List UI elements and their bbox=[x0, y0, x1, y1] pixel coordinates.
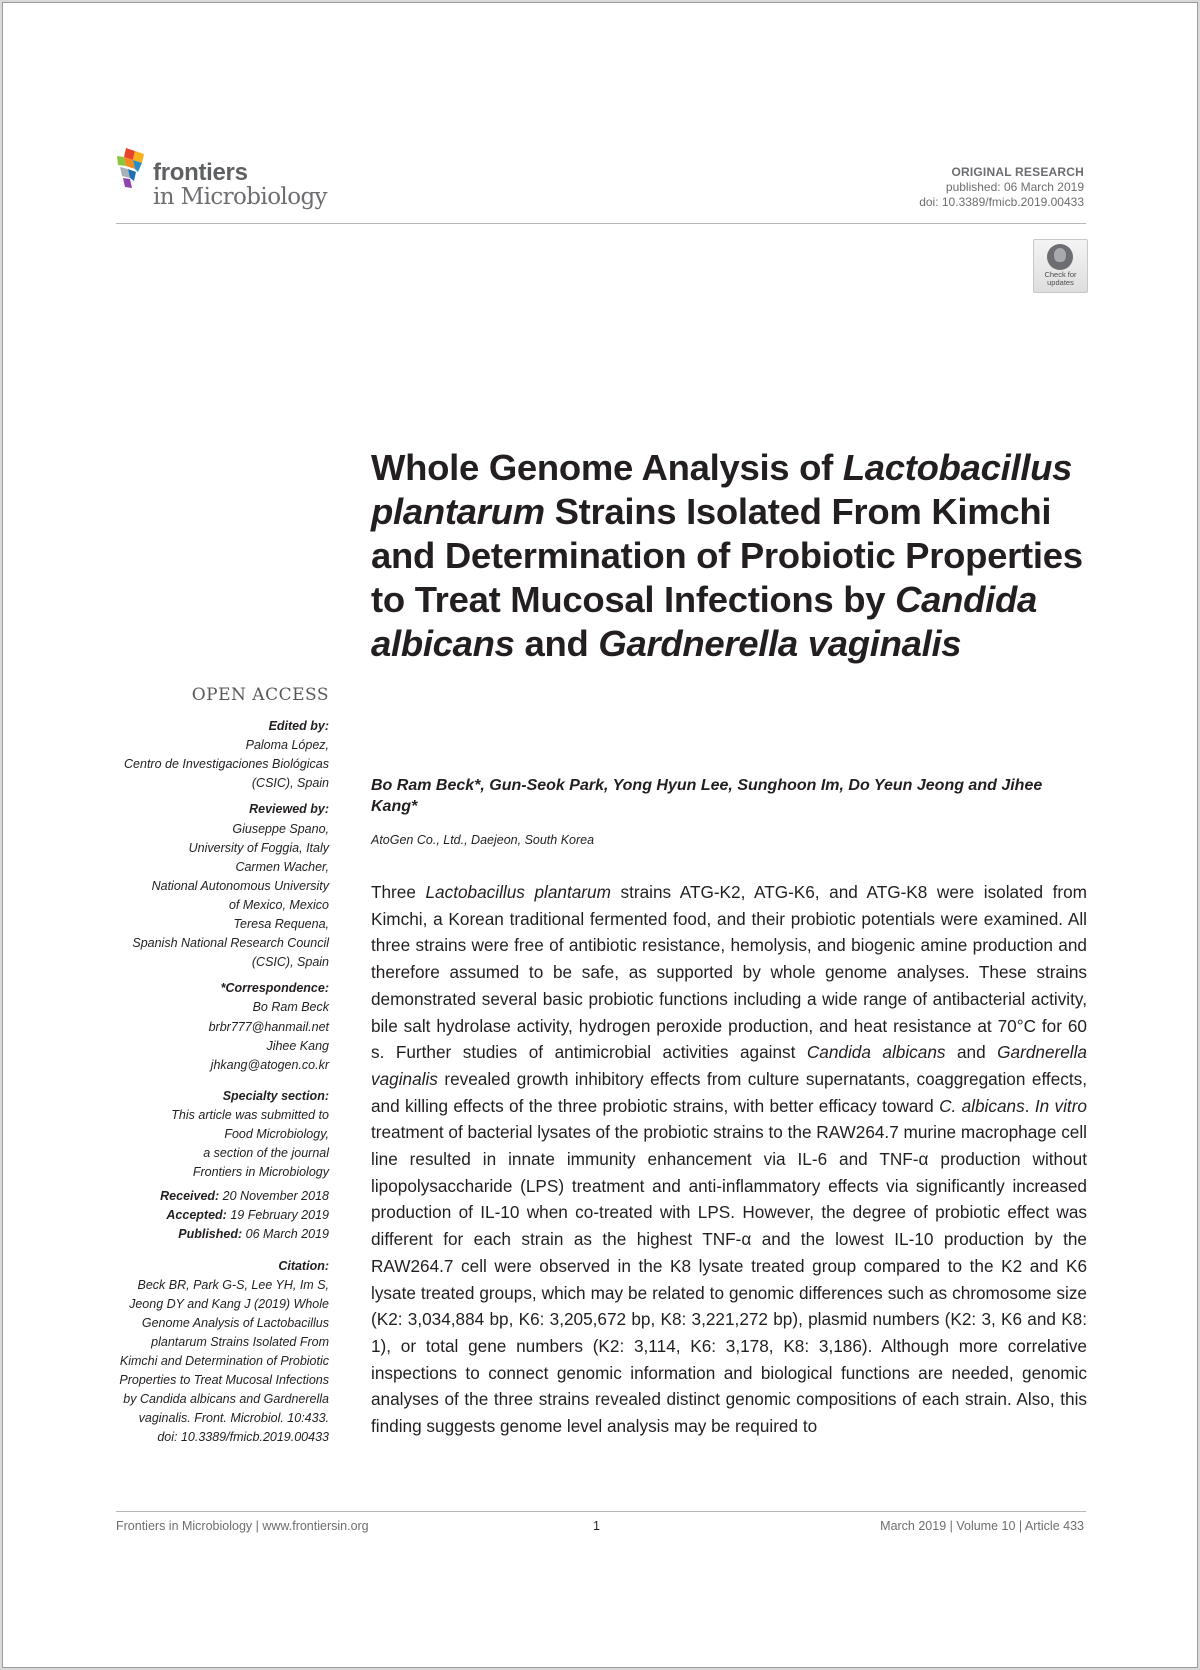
title-species: Gardnerella vaginalis bbox=[598, 623, 962, 664]
abstract-text: strains ATG-K2, ATG-K6, and ATG-K8 were isolated from Kimchi, a Korean traditional fermented food, and their probiotic potentials were examined. All three strains were free of antibiotic resistance, hemolysis, and biogenic amine production and therefore assumed to be safe, as supported by whole genome analyses. These strains demonstrated several basic probiotic functions including a wide range of antibacterial activity, bile salt hydrolase activity, hydrogen peroxide production, and heat resistance at 70°C for 60 s. Further studies of antimicrobial activities against bbox=[371, 882, 1087, 1063]
footer-divider bbox=[116, 1511, 1086, 1512]
citation-line: Beck BR, Park G-S, Lee YH, Im S, bbox=[137, 1277, 329, 1292]
reviewer-line: Spanish National Research Council bbox=[132, 936, 329, 951]
citation-line: plantarum Strains Isolated From bbox=[151, 1334, 329, 1349]
article-header-info bbox=[919, 165, 1084, 210]
accepted-value: 19 February 2019 bbox=[226, 1208, 329, 1223]
specialty-line: a section of the journal bbox=[203, 1146, 329, 1161]
article-title bbox=[371, 446, 1091, 666]
citation-line: Genome Analysis of Lactobacillus bbox=[141, 1315, 329, 1330]
editor-line: (CSIC), Spain bbox=[251, 776, 329, 791]
accepted-date bbox=[89, 1206, 329, 1225]
title-species: Lactobacillus plantarum bbox=[371, 447, 1073, 532]
citation-line: by Candida albicans and Gardnerella bbox=[123, 1392, 329, 1407]
abstract-text: revealed growth inhibitory effects from culture supernatants, coaggregation effects, and killing effects of the three probiotic strains, with better efficacy toward bbox=[371, 1068, 1087, 1116]
abstract-species: Gardnerella vaginalis bbox=[371, 1042, 1087, 1089]
check-for-updates-badge[interactable] bbox=[1033, 239, 1088, 293]
author-list: Bo Ram Beck*, Gun-Seok Park, Yong Hyun Lee, Sunghoon Im, Do Yeun Jeong and Jihee Kang* bbox=[371, 777, 1043, 815]
citation-line: Properties to Treat Mucosal Infections bbox=[119, 1373, 329, 1388]
correspondence-name: Jihee Kang bbox=[266, 1038, 329, 1053]
published-label: Published: bbox=[178, 1227, 243, 1242]
abstract-text: treatment of bacterial lysates of the probiotic strains to the RAW264.7 murine macrophage cell line resulted in innate immunity enhancement via IL-6 and TNF-α production without lipopolysaccharide (LPS) treatment and anti-inflammatory effects via significantly increased production of IL-10 when co-treated with LPS. However, the degree of probiotic effect was different for each strain as the highest TNF-α and the lowest IL-10 production by the RAW264.7 cell were observed in the K8 lysate treated group compared to the K2 and K6 lysate treated groups, which may be related to genomic differences such as chromosome size (K2: 3,034,884 bp, K6: 3,205,672 bp, K8: 3,221,272 bp), plasmid numbers (K2: 3, K6 and K8: 1), or total gene numbers (K2: 3,114, K6: 3,178, K8: 3,186). Although more correlative inspections to connect genomic information and biological functions are needed, genomic analyses of the three strains revealed distinct genomic compositions of each strain. Also, this finding suggests genome level analysis may be required to bbox=[371, 1122, 1087, 1437]
citation-heading: Citation: bbox=[278, 1258, 329, 1273]
header-divider bbox=[116, 223, 1086, 224]
abstract bbox=[371, 879, 1087, 1440]
received-label: Received: bbox=[160, 1189, 220, 1204]
abstract-in-vitro: In vitro bbox=[1034, 1095, 1087, 1116]
correspondence-email[interactable]: brbr777@hanmail.net bbox=[208, 1019, 329, 1034]
abstract-species: Lactobacillus plantarum bbox=[425, 882, 611, 902]
citation-doi[interactable]: doi: 10.3389/fmicb.2019.00433 bbox=[157, 1430, 329, 1445]
abstract-text: . bbox=[1024, 1095, 1035, 1116]
header-doi[interactable]: doi: 10.3389/fmicb.2019.00433 bbox=[919, 195, 1084, 209]
frontiers-logo-icon bbox=[116, 148, 150, 190]
edited-by-heading: Edited by: bbox=[268, 719, 329, 734]
badge-text bbox=[1034, 271, 1087, 287]
title-text: and bbox=[514, 623, 599, 664]
journal-subtitle: in Microbiology bbox=[153, 184, 327, 210]
abstract-text: and bbox=[945, 1042, 998, 1063]
reviewer-line: National Autonomous University bbox=[151, 878, 329, 893]
crossmark-icon bbox=[1047, 244, 1073, 270]
correspondence-email[interactable]: jhkang@atogen.co.kr bbox=[210, 1057, 329, 1072]
badge-line-2: updates bbox=[1047, 278, 1074, 287]
citation-line: Kimchi and Determination of Probiotic bbox=[119, 1354, 329, 1368]
specialty-heading: Specialty section: bbox=[222, 1088, 329, 1103]
reviewer-line: Carmen Wacher, bbox=[235, 859, 329, 874]
reviewer-line: University of Foggia, Italy bbox=[188, 840, 329, 855]
published-value: 06 March 2019 bbox=[242, 1227, 329, 1242]
footer-issue-info: March 2019 | Volume 10 | Article 433 bbox=[880, 1519, 1084, 1533]
received-value: 20 November 2018 bbox=[219, 1189, 329, 1204]
reviewed-by-heading: Reviewed by: bbox=[249, 802, 329, 817]
paper-page bbox=[2, 2, 1198, 1668]
article-type: ORIGINAL RESEARCH bbox=[951, 165, 1084, 179]
editor-line: Paloma López, bbox=[245, 738, 329, 753]
badge-line-1: Check for bbox=[1044, 270, 1077, 279]
correspondence-name: Bo Ram Beck bbox=[252, 1000, 329, 1015]
published-date: published: 06 March 2019 bbox=[945, 180, 1084, 194]
correspondence-heading: *Correspondence: bbox=[220, 981, 329, 996]
specialty-line: Frontiers in Microbiology bbox=[192, 1165, 329, 1180]
reviewer-line: (CSIC), Spain bbox=[251, 955, 329, 970]
reviewer-line: Teresa Requena, bbox=[233, 917, 329, 932]
abstract-text: Three bbox=[371, 882, 426, 902]
affiliation: AtoGen Co., Ltd., Daejeon, South Korea bbox=[371, 833, 595, 847]
title-species: Candida albicans bbox=[371, 579, 1037, 664]
journal-brand: frontiers bbox=[153, 159, 248, 186]
abstract-species: C. albicans bbox=[939, 1095, 1025, 1116]
accepted-label: Accepted: bbox=[166, 1208, 227, 1223]
footer-journal-link[interactable]: Frontiers in Microbiology | www.frontiersin.org bbox=[116, 1519, 369, 1533]
abstract-species: Candida albicans bbox=[806, 1042, 946, 1063]
editor-line: Centro de Investigaciones Biológicas bbox=[124, 757, 329, 772]
title-text: Whole Genome Analysis of bbox=[371, 447, 843, 488]
page-number: 1 bbox=[593, 1519, 600, 1533]
title-text: Strains Isolated From Kimchi and Determination of Probiotic Properties to Treat Mucosal Infections by bbox=[371, 491, 1083, 620]
citation-line: vaginalis. Front. Microbiol. 10:433. bbox=[138, 1411, 329, 1426]
reviewer-line: Giuseppe Spano, bbox=[232, 821, 329, 836]
specialty-line: This article was submitted to bbox=[171, 1107, 329, 1122]
citation-line: Jeong DY and Kang J (2019) Whole bbox=[129, 1296, 329, 1311]
article-info-sidebar bbox=[89, 686, 329, 1447]
reviewer-line: of Mexico, Mexico bbox=[228, 897, 329, 912]
specialty-line: Food Microbiology, bbox=[224, 1126, 329, 1141]
journal-logo[interactable] bbox=[116, 148, 356, 218]
received-date bbox=[89, 1187, 329, 1206]
published-date-sidebar bbox=[89, 1225, 329, 1244]
open-access-label: OPEN ACCESS bbox=[191, 685, 329, 705]
